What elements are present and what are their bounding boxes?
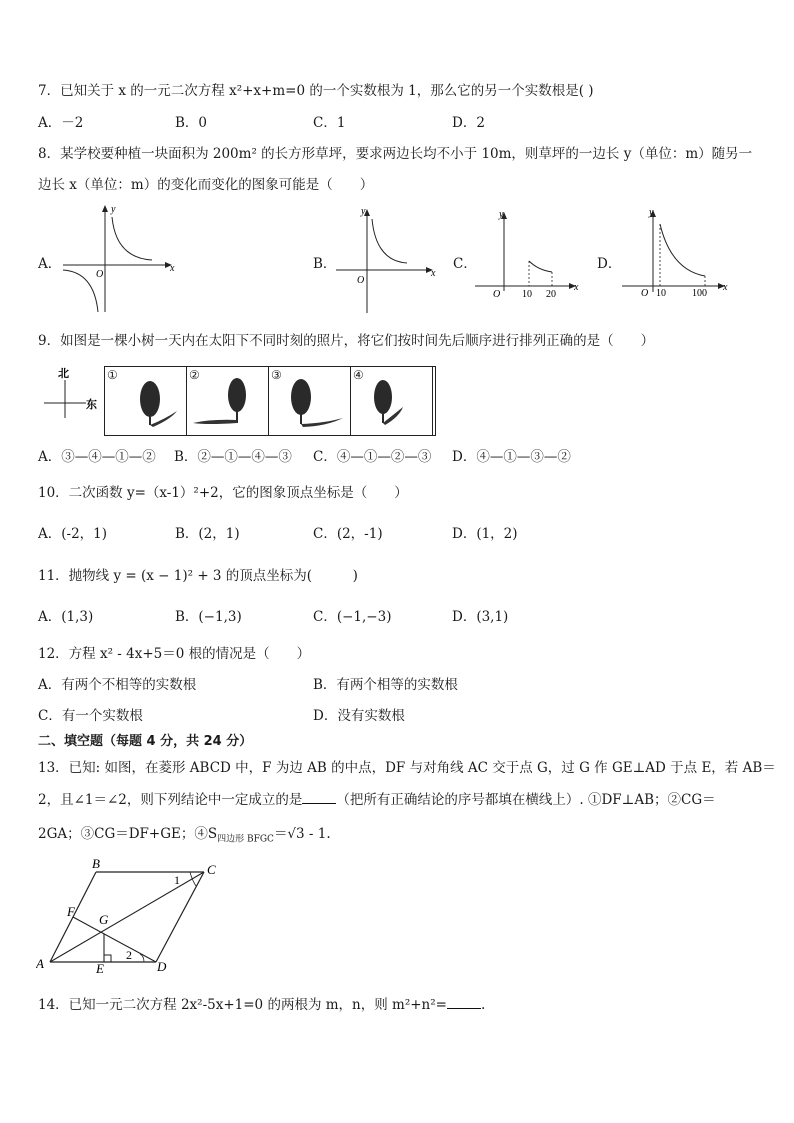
q8-stem-line1: 8．某学校要种植一块面积为 200m² 的长方形草坪，要求两边长均不小于 10m，则草坪的一边长 y（单位：m）随另一 xyxy=(38,146,753,162)
q8-option-a-label: A． xyxy=(38,256,62,272)
graph-a-x-label: x xyxy=(170,263,175,274)
q12-option-c: C．有一个实数根 xyxy=(38,708,143,724)
photo-number: ① xyxy=(107,368,118,382)
q14-end: . xyxy=(480,997,486,1013)
q11-stem: 11．抛物线 y = (x − 1)² + 3 的顶点坐标为( ) xyxy=(38,568,358,584)
vertex-b-label: B xyxy=(92,858,100,871)
q13-line2 xyxy=(38,791,716,809)
q9-option-a: A．③—④—①—② xyxy=(38,449,156,465)
compass-east-label: 东 xyxy=(86,399,97,411)
vertex-a-label: A xyxy=(36,956,44,971)
q14-stem: 14．已知一元二次方程 2x²-5x+1=0 的两根为 m，n，则 m²+n²= xyxy=(38,997,447,1013)
point-f-label: F xyxy=(67,904,75,919)
q13-line2-text-a: 2，且∠1＝∠2，则下列结论中一定成立的是 xyxy=(38,792,303,808)
tree-photo-2 xyxy=(187,367,269,435)
q13-line1: 13．已知: 如图，在菱形 ABCD 中，F 为边 AB 的中点，DF 与对角线 AC 交于点 G，过 G 作 GE⊥AD 于点 E，若 AB＝ xyxy=(38,760,776,776)
graph-b-y-label: y xyxy=(361,206,366,217)
tree-photo-1 xyxy=(105,367,187,435)
photo-number: ③ xyxy=(271,368,282,382)
vertex-c-label: C xyxy=(207,862,216,877)
tree-photo-3 xyxy=(269,367,351,435)
q13-answer-blank xyxy=(302,791,336,804)
graph-c-tick-10: 10 xyxy=(522,289,532,300)
q11-option-c: C．(−1,−3) xyxy=(313,609,392,625)
graph-c-y-label: y xyxy=(499,209,504,220)
point-g-label: G xyxy=(99,912,109,927)
graph-b-x-label: x xyxy=(431,268,436,279)
q14-answer-blank xyxy=(447,996,481,1009)
q10-option-c: C．(2，-1) xyxy=(313,526,383,542)
q8-option-d-label: D． xyxy=(597,256,622,272)
q14-line xyxy=(38,996,485,1014)
graph-d-tick-10: 10 xyxy=(656,288,666,299)
photo-number: ② xyxy=(189,368,200,382)
graph-b-origin: O xyxy=(357,275,365,286)
q13-line3-text-b: ＝√3 - 1. xyxy=(273,826,331,842)
angle-2-label: 2 xyxy=(126,948,132,962)
graph-c-x-label: x xyxy=(574,282,579,293)
q7-stem: 7．已知关于 x 的一元二次方程 x²+x+m=0 的一个实数根为 1，那么它的另一个实数根是( ) xyxy=(38,83,594,99)
q9-option-c: C．④—①—②—③ xyxy=(313,449,432,465)
tree-photo-4 xyxy=(351,367,433,435)
q7-option-a: A．－2 xyxy=(38,115,84,131)
compass-north-label: 北 xyxy=(58,368,69,380)
q11-option-b: B．(−1,3) xyxy=(175,609,242,625)
q13-line3 xyxy=(38,825,331,849)
q13-line3-text-a: 2GA；③CG＝DF+GE；④S xyxy=(38,826,218,842)
q13-rhombus-figure xyxy=(36,858,226,976)
q12-option-a: A．有两个不相等的实数根 xyxy=(38,677,197,693)
q7-option-d: D．2 xyxy=(452,115,485,131)
q10-option-b: B．(2，1) xyxy=(175,526,240,542)
q8-stem-line2: 边长 x（单位：m）的变化而变化的图象可能是（ ） xyxy=(38,177,374,193)
graph-d-x-label: x xyxy=(723,282,728,293)
graph-d-tick-100: 100 xyxy=(692,288,707,299)
q8-graph-a xyxy=(60,200,185,315)
q8-graph-d xyxy=(619,204,737,299)
q8-option-b-label: B． xyxy=(313,256,337,272)
q9-option-b: B．②—①—④—③ xyxy=(174,449,292,465)
q12-stem: 12．方程 x² - 4x+5＝0 根的情况是（ ） xyxy=(38,646,311,662)
q11-option-d: D．(3,1) xyxy=(452,609,509,625)
q7-option-b: B．0 xyxy=(175,115,208,131)
point-e-label: E xyxy=(96,961,104,976)
q12-option-b: B．有两个相等的实数根 xyxy=(313,677,458,693)
vertex-d-label: D xyxy=(157,959,167,974)
q11-option-a: A．(1,3) xyxy=(38,609,94,625)
graph-d-origin: O xyxy=(641,288,649,299)
photo-number: ④ xyxy=(353,368,364,382)
graph-c-origin: O xyxy=(493,289,501,300)
graph-d-y-label: y xyxy=(649,207,654,218)
tree-photos-strip xyxy=(104,366,436,436)
compass-icon xyxy=(40,366,102,422)
graph-a-y-label: y xyxy=(111,204,116,215)
graph-c-tick-20: 20 xyxy=(546,289,556,300)
section-title-fill-in: 二、填空题（每题 4 分，共 24 分） xyxy=(38,734,253,749)
q8-graph-c xyxy=(472,205,587,300)
q10-option-d: D．(1，2) xyxy=(452,526,518,542)
q9-stem: 9．如图是一棵小树一天内在太阳下不同时刻的照片，将它们按时间先后顺序进行排列正确的是（ ） xyxy=(38,333,655,349)
angle-1-label: 1 xyxy=(174,873,180,887)
q8-option-c-label: C． xyxy=(453,256,477,272)
q10-stem: 10．二次函数 y=（x-1）²+2，它的图象顶点坐标是（ ） xyxy=(38,485,408,501)
q10-option-a: A．(-2，1) xyxy=(38,526,108,542)
q13-line2-text-b: （把所有正确结论的序号都填在横线上）. ①DF⊥AB；②CG＝ xyxy=(336,792,716,808)
q7-option-c: C．1 xyxy=(313,115,346,131)
q13-area-subscript: 四边形 BFGC xyxy=(217,834,274,845)
graph-a-origin: O xyxy=(96,269,104,280)
q12-option-d: D．没有实数根 xyxy=(313,708,405,724)
q8-graph-b xyxy=(333,205,443,315)
q9-option-d: D．④—①—③—② xyxy=(452,449,571,465)
